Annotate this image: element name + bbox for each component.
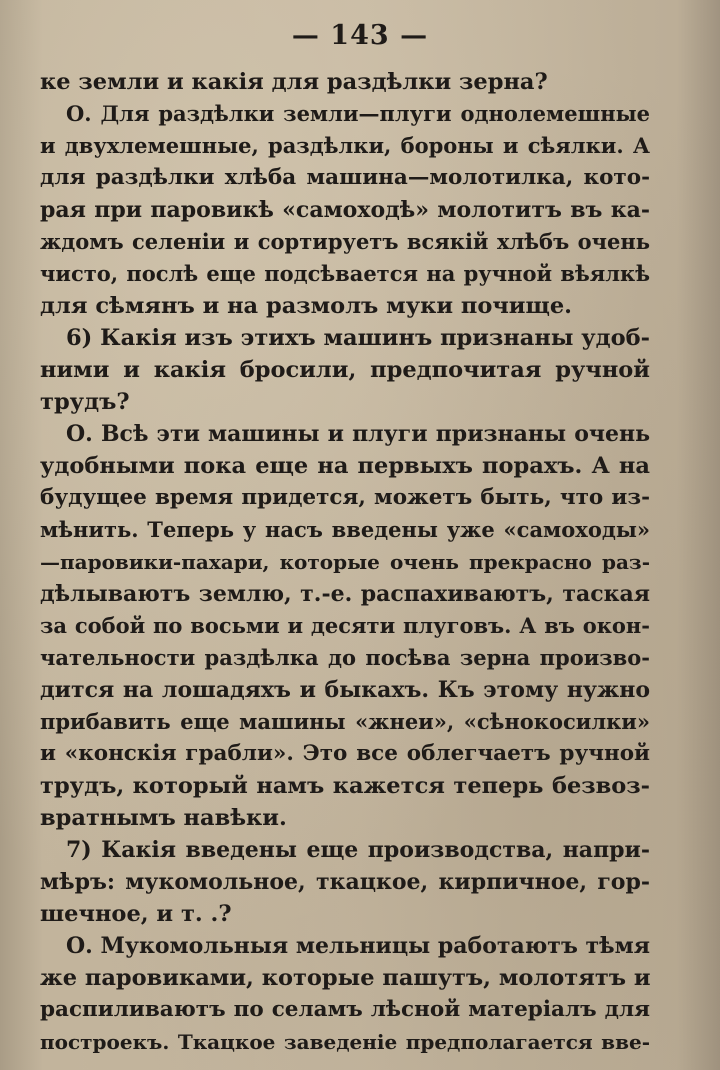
text-line: чательности раздѣлка до посѣва зерна произво-	[40, 645, 650, 670]
text-line: ждомъ селеніи и сортируетъ всякій хлѣбъ очень	[40, 229, 650, 254]
page-text	[40, 66, 650, 1058]
text-line: трудъ, который намъ кажется теперь безвоз-	[40, 773, 650, 799]
text-line: для раздѣлки хлѣба машина—молотилка, кото-	[40, 165, 650, 190]
text-line: прибавить еще машины «жнеи», «сѣнокосилки»	[40, 709, 650, 734]
text-line: распиливаютъ по селамъ лѣсной матеріалъ для	[40, 997, 650, 1022]
text-line: трудъ?	[40, 389, 130, 415]
text-line: удобными пока еще на первыхъ порахъ. А на	[40, 453, 650, 479]
text-line: ке земли и какія для раздѣлки зерна?	[40, 69, 548, 95]
text-line: и двухлемешные, раздѣлки, бороны и сѣялки. А	[40, 133, 650, 158]
text-line: рая при паровикѣ «самоходѣ» молотитъ въ ка-	[40, 197, 650, 223]
text-line: за собой по восьми и десяти плуговъ. А въ окон-	[40, 613, 650, 638]
text-line: чисто, послѣ еще подсѣвается на ручной вѣялкѣ	[40, 261, 650, 286]
text-line: ними и какія бросили, предпочитая ручной	[40, 357, 650, 383]
text-line: О. Для раздѣлки земли—плуги однолемешные	[66, 101, 650, 126]
page-number: — 143 —	[291, 20, 429, 51]
text-line: построекъ. Ткацкое заведеніе предполагается вве-	[40, 1030, 650, 1054]
text-line: и «конскія грабли». Это все облегчаетъ ручной	[40, 741, 650, 766]
text-line: О. Мукомольныя мельницы работаютъ тѣмя	[66, 933, 650, 959]
text-line: для сѣмянъ и на размолъ муки почище.	[40, 293, 572, 319]
text-line: дится на лошадяхъ и быкахъ. Къ этому нужно	[40, 677, 650, 703]
text-line: же паровиками, которые пашутъ, молотятъ и	[40, 965, 651, 991]
text-line: шечное, и т. .?	[40, 901, 232, 927]
text-line: мѣръ: мукомольное, ткацкое, кирпичное, гор-	[40, 869, 650, 895]
text-line: будущее время придется, можетъ быть, что из-	[40, 485, 650, 510]
text-line: 6) Какія изъ этихъ машинъ признаны удоб-	[66, 325, 650, 351]
text-line: О. Всѣ эти машины и плуги признаны очень	[66, 421, 650, 447]
text-line: вратнымъ навѣки.	[40, 805, 287, 831]
text-line: 7) Какія введены еще производства, напри-	[66, 837, 650, 863]
text-line: мѣнить. Теперь у насъ введены уже «самоходы»	[40, 517, 650, 542]
text-line: дѣлываютъ землю, т.-е. распахиваютъ, таская	[40, 581, 650, 607]
text-line: —паровики-пахари, которые очень прекрасно раз-	[40, 550, 650, 574]
